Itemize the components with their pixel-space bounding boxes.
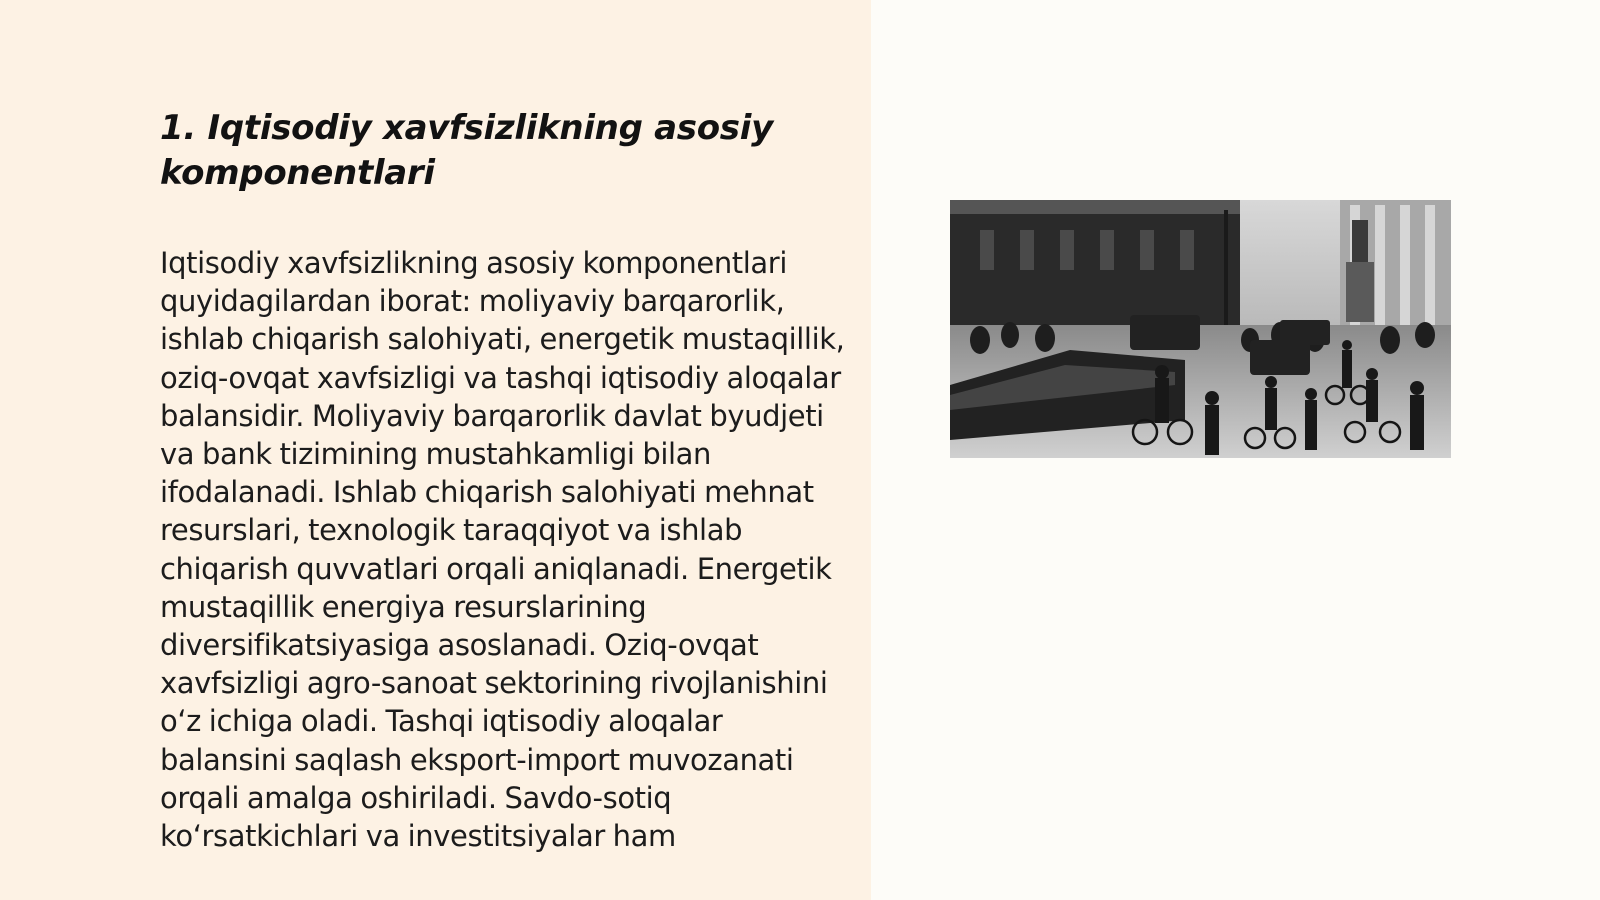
historical-street-photo bbox=[950, 200, 1451, 458]
slide-title: 1. Iqtisodiy xavfsizlikning asosiy komponentlari bbox=[160, 108, 773, 193]
slide-body-text: Iqtisodiy xavfsizlikning asosiy komponentlari quyidagilardan iborat: moliyaviy barqarorlik, ishlab chiqarish salohiyati, energetik mustaqillik, oziq-ovqat xavfsizligi va tashqi iqtisodiy aloqalar balansidir. Moliyaviy barqarorlik davlat byudjeti va bank tizimining mustahkamligi bilan ifodalanadi. Ishlab chiqarish salohiyati mehnat resurslari, texnologik taraqqiyot va ishlab chiqarish quvvatlari orqali aniqlanadi. Energetik mustaqillik energiya resurslarining diversifikatsiyasiga asoslanadi. Oziq-ovqat xavfsizligi agro-sanoat sektorining rivojlanishini oʻz ichiga oladi. Tashqi iqtisodiy aloqalar balansini saqlash eksport-import muvozanati orqali amalga oshiriladi. Savdo-sotiq koʻrsatkichlari va investitsiyalar ham bbox=[160, 246, 845, 854]
photo-icon bbox=[950, 200, 1451, 458]
